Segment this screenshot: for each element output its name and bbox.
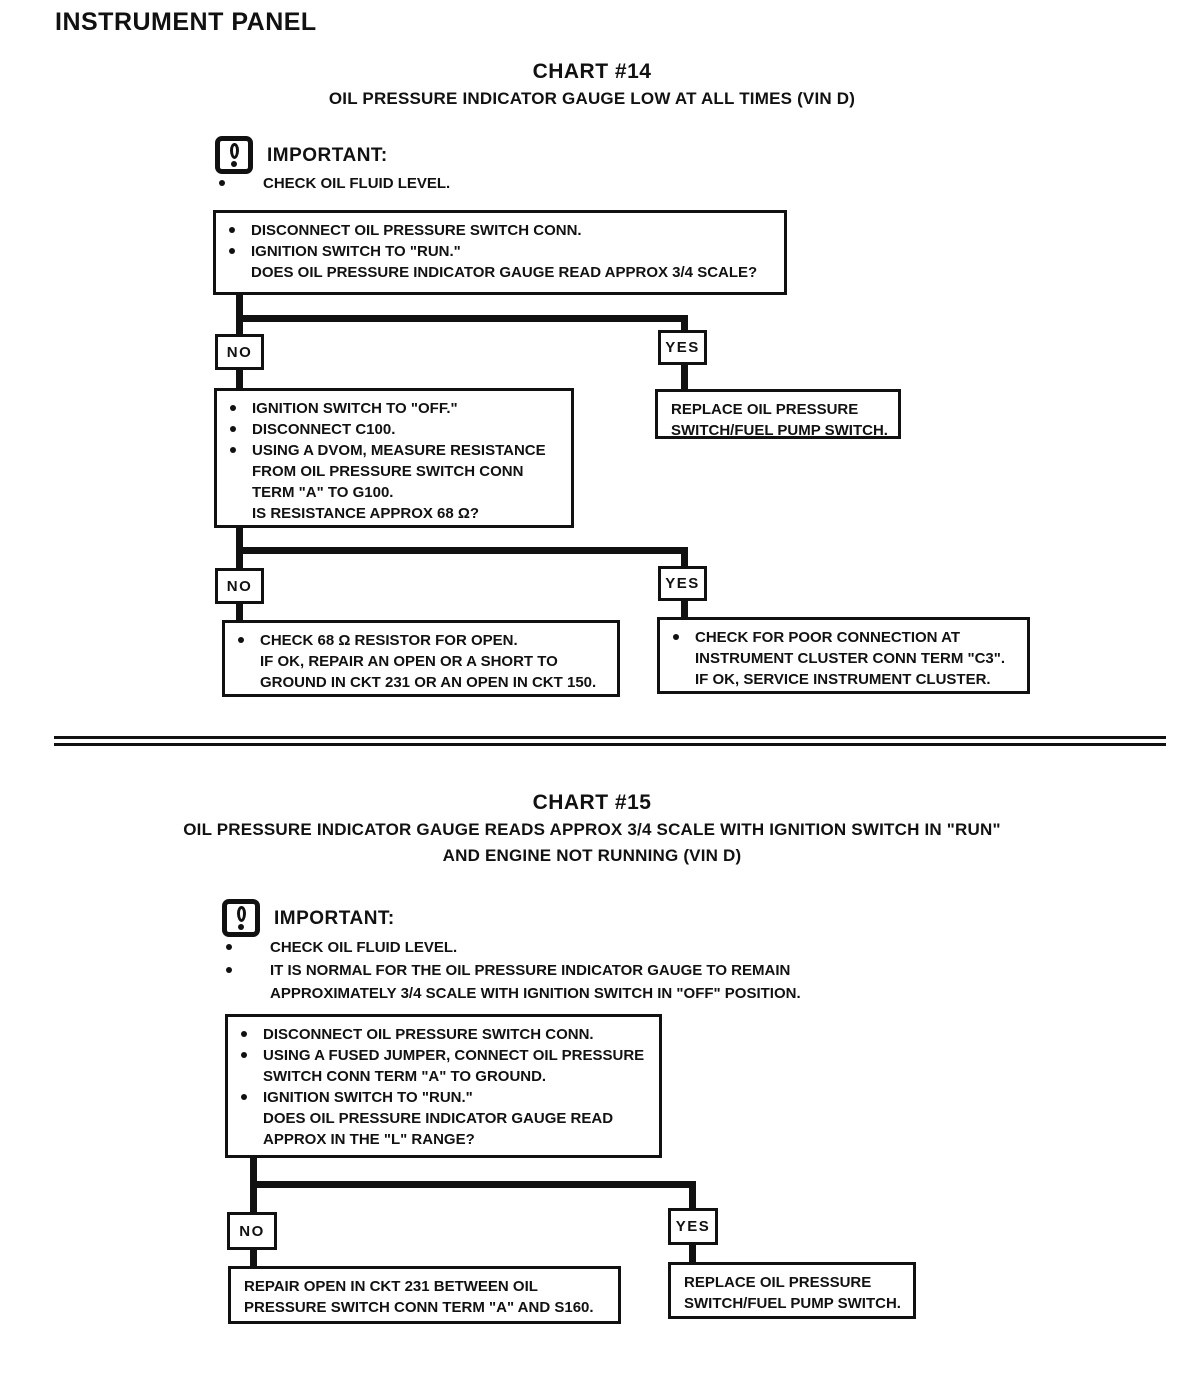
chart15-step1-box [225,1014,662,1158]
box-line-text: IF OK, REPAIR AN OPEN OR A SHORT TO [260,653,558,670]
box-line-text: USING A DVOM, MEASURE RESISTANCE [252,442,546,459]
box-line [241,1129,651,1150]
box-line-text: REPLACE OIL PRESSURE [684,1274,872,1291]
box-line [671,420,890,441]
box-line-text: FROM OIL PRESSURE SWITCH CONN [252,463,524,480]
bullet-icon [222,936,270,950]
box-line-text: DOES OIL PRESSURE INDICATOR GAUGE READ [263,1110,614,1127]
connector-line [681,601,688,618]
bullet-spacer [673,669,695,676]
bullet-spacer [230,503,252,510]
box-line-text: USING A FUSED JUMPER, CONNECT OIL PRESSURE [263,1047,645,1064]
box-line-text: APPROXIMATELY 3/4 SCALE WITH IGNITION SWITCH IN "OFF" POSITION. [270,985,801,1002]
box-line [238,651,609,672]
box-line [215,172,695,195]
connector-line [681,365,688,389]
box-line [238,672,609,693]
box-line [230,482,563,503]
box-line [241,1066,651,1087]
box-line [238,630,609,651]
box-line [229,262,776,283]
chart14-step1-box [213,210,787,295]
bullet-icon [241,1045,263,1058]
box-line [222,959,902,982]
connector-line [681,547,688,568]
box-line [222,936,902,959]
important-icon [222,899,260,937]
chart14-branch2-yes: YES [658,566,707,601]
chart14-subtitle: OIL PRESSURE INDICATOR GAUGE LOW AT ALL TIMES (VIN D) [328,89,856,108]
box-line-text: CHECK OIL FLUID LEVEL. [270,939,458,956]
chart14-step2-box [214,388,574,528]
box-line [673,648,1019,669]
section-divider [54,736,1166,739]
chart15-title: CHART #15 [532,791,652,814]
bullet-icon [241,1024,263,1037]
box-line [230,461,563,482]
chart15-branch1-yes: YES [668,1208,718,1245]
box-line-text: REPAIR OPEN IN CKT 231 BETWEEN OIL [244,1278,538,1295]
bullet-spacer [673,648,695,655]
section-divider [54,743,1166,746]
bullet-icon [229,220,251,233]
box-line [230,503,563,524]
exclamation-glyph [230,143,239,159]
chart14-branch1-no: NO [215,334,264,370]
box-line-text: CHECK 68 Ω RESISTOR FOR OPEN. [260,632,518,649]
bullet-spacer [241,1108,263,1115]
chart15-subtitle-line1: OIL PRESSURE INDICATOR GAUGE READS APPROX 3/4 SCALE WITH IGNITION SWITCH IN "RUN" [183,820,1001,839]
box-line-text: APPROX IN THE "L" RANGE? [263,1131,475,1148]
chart14-yes2-result-box [657,617,1030,694]
box-line-text: PRESSURE SWITCH CONN TERM "A" AND S160. [244,1299,594,1316]
connector-line [250,1181,696,1188]
important-icon [215,136,253,174]
bullet-icon [238,630,260,643]
chart15-branch1-no: NO [227,1212,277,1250]
chart15-important-label: IMPORTANT: [274,908,395,929]
chart14-branch1-yes: YES [658,330,707,365]
bullet-icon [222,959,270,973]
bullet-icon [215,172,263,186]
box-line [673,627,1019,648]
bullet-spacer [229,262,251,269]
bullet-icon [241,1087,263,1100]
connector-line [250,1250,257,1266]
box-line [673,669,1019,690]
bullet-icon [673,627,695,640]
box-line-text: REPLACE OIL PRESSURE [671,401,859,418]
box-line [230,440,563,461]
box-line-text: IT IS NORMAL FOR THE OIL PRESSURE INDICATOR GAUGE TO REMAIN [270,962,791,979]
box-line-text: IGNITION SWITCH TO "OFF." [252,400,458,417]
chart15-subtitle-line2: AND ENGINE NOT RUNNING (VIN D) [442,846,742,865]
box-line [684,1272,905,1293]
box-line-text: TERM "A" TO G100. [252,484,394,501]
bullet-icon [230,398,252,411]
box-line-text: SWITCH CONN TERM "A" TO GROUND. [263,1068,547,1085]
box-line [671,399,890,420]
connector-line [236,547,688,554]
chart15-yes-result-box [668,1262,916,1319]
box-line [229,220,776,241]
box-line [229,241,776,262]
chart15-important-list [222,936,902,1005]
box-line-text: IGNITION SWITCH TO "RUN." [251,243,461,260]
bullet-icon [229,241,251,254]
box-line [244,1297,610,1318]
box-line [241,1024,651,1045]
page-title: INSTRUMENT PANEL [55,8,317,36]
box-line-text: DISCONNECT C100. [252,421,396,438]
box-line-text: CHECK FOR POOR CONNECTION AT [695,629,960,646]
box-line [244,1276,610,1297]
bullet-spacer [238,672,260,679]
box-line-text: IS RESISTANCE APPROX 68 Ω? [252,505,480,522]
box-line-text: GROUND IN CKT 231 OR AN OPEN IN CKT 150. [260,674,597,691]
bullet-spacer [241,1129,263,1136]
box-line-text: IF OK, SERVICE INSTRUMENT CLUSTER. [695,671,991,688]
bullet-spacer [238,651,260,658]
box-line [684,1293,905,1314]
exclamation-glyph [237,906,246,922]
bullet-spacer [230,461,252,468]
connector-line [236,604,243,621]
box-line-text: DISCONNECT OIL PRESSURE SWITCH CONN. [263,1026,594,1043]
box-line-text: SWITCH/FUEL PUMP SWITCH. [684,1295,901,1312]
connector-line [236,315,688,322]
connector-line [236,370,243,388]
box-line [241,1108,651,1129]
box-line-text: DOES OIL PRESSURE INDICATOR GAUGE READ APPROX 3/4 SCALE? [251,264,758,281]
box-line-text: CHECK OIL FLUID LEVEL. [263,175,451,192]
bullet-icon [230,440,252,453]
bullet-spacer [241,1066,263,1073]
box-line [241,1045,651,1066]
bullet-icon [230,419,252,432]
chart15-no-result-box [228,1266,621,1324]
box-line-text: DISCONNECT OIL PRESSURE SWITCH CONN. [251,222,582,239]
box-line [230,398,563,419]
bullet-spacer [222,982,270,990]
box-line [222,982,902,1005]
box-line-text: SWITCH/FUEL PUMP SWITCH. [671,422,888,439]
connector-line [689,1245,696,1262]
chart14-important-label: IMPORTANT: [267,145,388,166]
box-line [230,419,563,440]
chart14-title: CHART #14 [532,60,652,83]
connector-line [689,1181,696,1210]
box-line [241,1087,651,1108]
chart14-yes1-result-box [655,389,901,439]
bullet-spacer [230,482,252,489]
chart14-branch2-no: NO [215,568,264,604]
chart14-important-list [215,172,695,195]
box-line-text: INSTRUMENT CLUSTER CONN TERM "C3". [695,650,1006,667]
chart14-no2-result-box [222,620,620,697]
box-line-text: IGNITION SWITCH TO "RUN." [263,1089,473,1106]
